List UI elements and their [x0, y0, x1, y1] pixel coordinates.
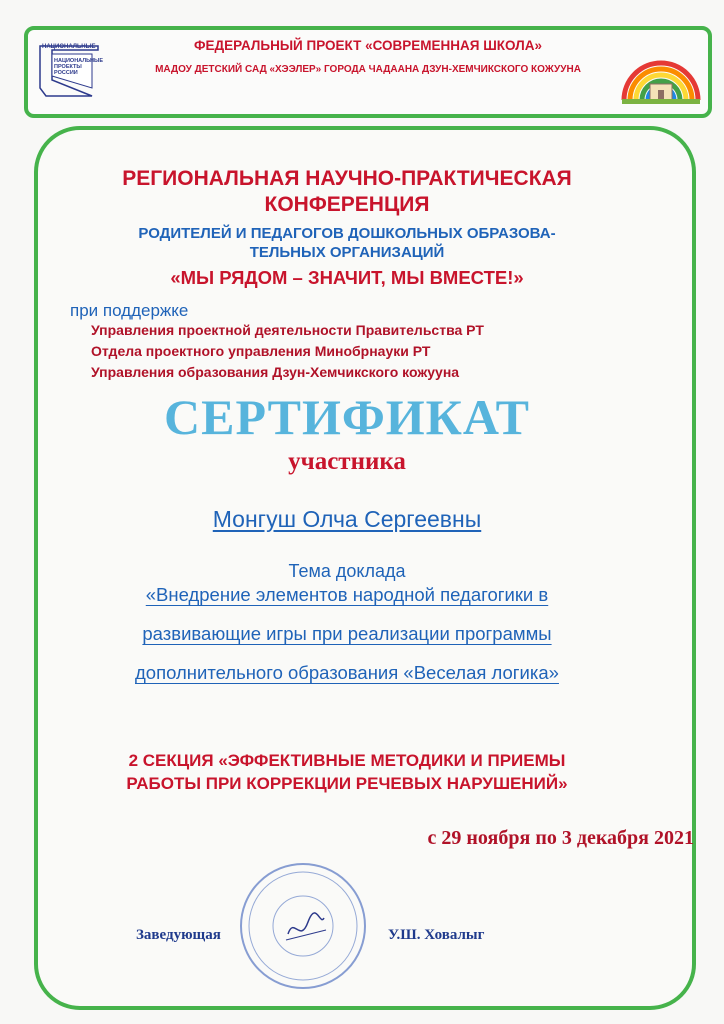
rainbow-logo	[620, 36, 702, 108]
section-title-line2: РАБОТЫ ПРИ КОРРЕКЦИИ РЕЧЕВЫХ НАРУШЕНИЙ»	[126, 774, 568, 793]
kindergarten-name: МАДОУ ДЕТСКИЙ САД «ХЭЭЛЕР» ГОРОДА ЧАДААНА ДЗУН-ХЕМЧИКСКОГО КОЖУУНА	[155, 64, 581, 75]
conference-title-line1: РЕГИОНАЛЬНАЯ НАУЧНО-ПРАКТИЧЕСКАЯ	[122, 167, 572, 190]
logo-body-text: НАЦИОНАЛЬНЫЕ ПРОЕКТЫ РОССИИ	[54, 58, 104, 76]
topic-label: Тема доклада	[288, 561, 406, 581]
participant-name: Монгуш Олча Сергеевны	[212, 506, 482, 532]
logo-caption: НАЦИОНАЛЬНЫЕ	[42, 44, 96, 50]
section-title-line1: 2 СЕКЦИЯ «ЭФФЕКТИВНЫЕ МЕТОДИКИ И ПРИЕМЫ	[128, 751, 566, 770]
support-item: Управления проектной деятельности Правительства РТ	[91, 322, 484, 338]
signatory-position: Заведующая	[136, 927, 221, 943]
conference-subtitle	[20, 224, 674, 262]
support-label: при поддержке	[70, 301, 189, 320]
topic-line: дополнительного образования «Веселая логика»	[135, 662, 559, 683]
federal-project-title: ФЕДЕРАЛЬНЫЙ ПРОЕКТ «СОВРЕМЕННАЯ ШКОЛА»	[194, 38, 542, 53]
national-projects-logo	[38, 40, 108, 102]
conference-motto: «МЫ РЯДОМ – ЗНАЧИТ, МЫ ВМЕСТЕ!»	[170, 267, 524, 288]
conference-title	[20, 166, 674, 218]
event-dates: с 29 ноября по 3 декабря 2021	[427, 827, 694, 849]
header-banner	[24, 26, 712, 118]
official-stamp	[228, 856, 378, 996]
support-item: Управления образования Дзун-Хемчикского кожууна	[91, 364, 460, 380]
certificate-content	[0, 126, 724, 1002]
conference-subtitle-line2: ТЕЛЬНЫХ ОРГАНИЗАЦИЙ	[249, 244, 445, 261]
signatory-name: У.Ш. Ховалыг	[388, 927, 485, 943]
topic-line: развивающие игры при реализации программы	[142, 623, 552, 644]
participant-label: участника	[288, 448, 406, 475]
support-item: Отдела проектного управления Минобрнауки РТ	[91, 343, 431, 359]
certificate-title: СЕРТИФИКАТ	[163, 389, 530, 445]
topic-line: «Внедрение элементов народной педагогики в	[145, 584, 549, 605]
conference-subtitle-line1: РОДИТЕЛЕЙ И ПЕДАГОГОВ ДОШКОЛЬНЫХ ОБРАЗОВА-	[138, 225, 556, 242]
conference-title-line2: КОНФЕРЕНЦИЯ	[264, 193, 430, 216]
